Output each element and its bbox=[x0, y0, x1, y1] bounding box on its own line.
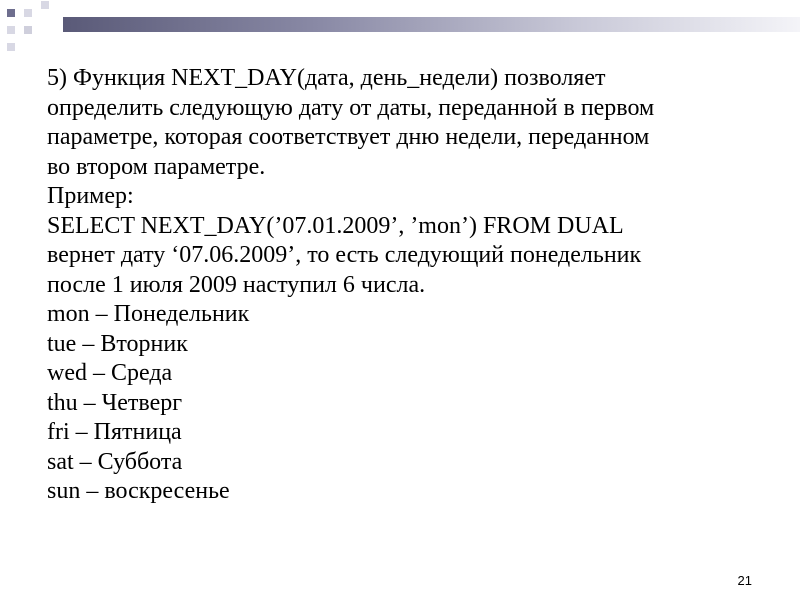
header-gradient-bar bbox=[63, 17, 800, 32]
body-line: во втором параметре. bbox=[47, 153, 266, 180]
weekday-item: mon – Понедельник bbox=[47, 301, 250, 327]
decor-square bbox=[7, 43, 15, 51]
decor-square bbox=[41, 1, 49, 9]
body-line: параметре, которая соответствует дню недели, переданном bbox=[47, 124, 650, 150]
decor-square bbox=[7, 26, 15, 34]
body-line: вернет дату ‘07.06.2009’, то есть следующий понедельник bbox=[47, 242, 642, 268]
weekday-item: fri – Пятница bbox=[47, 419, 182, 445]
page-number: 21 bbox=[737, 573, 752, 588]
weekday-item: thu – Четверг bbox=[47, 389, 183, 416]
weekday-item: wed – Среда bbox=[47, 360, 173, 386]
decor-square bbox=[24, 26, 32, 34]
weekday-item: sun – воскресенье bbox=[47, 478, 230, 504]
weekday-item: sat – Суббота bbox=[47, 448, 183, 475]
example-heading: Пример: bbox=[47, 183, 134, 209]
slide-body bbox=[47, 64, 787, 507]
body-line: 5) Функция NEXT_DAY(дата, день_недели) позволяет bbox=[47, 65, 606, 91]
body-line: определить следующую дату от даты, переданной в первом bbox=[47, 94, 655, 121]
decor-square bbox=[24, 9, 32, 17]
weekday-item: tue – Вторник bbox=[47, 330, 188, 357]
body-line: после 1 июля 2009 наступил 6 числа. bbox=[47, 271, 426, 298]
decor-square bbox=[7, 9, 15, 17]
sql-example: SELECT NEXT_DAY(’07.01.2009’, ’mon’) FROM DUAL bbox=[47, 212, 624, 239]
